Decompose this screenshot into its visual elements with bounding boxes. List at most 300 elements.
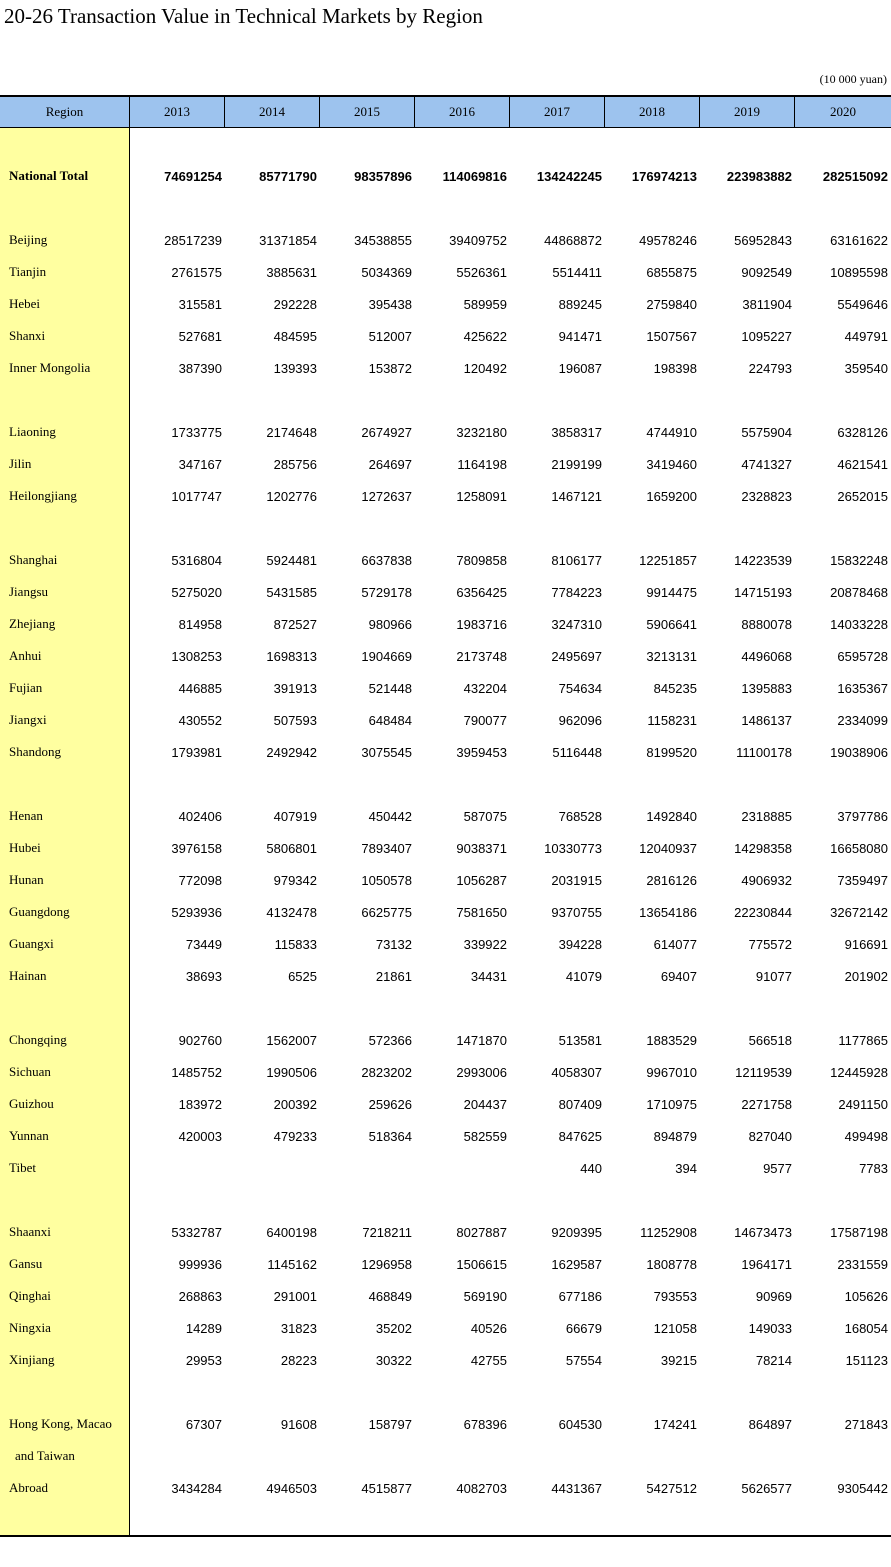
value-cell: 1164198 [457,456,507,472]
table-header [0,97,891,128]
value-cell: 3858317 [551,424,602,440]
region-name: Shanghai [9,552,58,567]
table-row [0,1216,891,1248]
region-name: Hainan [9,968,47,983]
region-name: Shaanxi [9,1224,51,1239]
value-cell: 3434284 [171,1480,222,1496]
value-cell: 1471870 [456,1032,507,1048]
value-cell: 6525 [288,968,317,984]
value-cell: 2652015 [837,488,888,504]
value-cell: 2759840 [646,296,697,312]
value-cell: 34431 [470,968,507,984]
value-cell: 1733775 [171,424,222,440]
header-year: 2020 [830,104,856,119]
value-cell: 1964171 [741,1256,792,1272]
value-cell: 6400198 [266,1224,317,1240]
value-cell: 569190 [463,1288,507,1304]
value-cell: 34538855 [354,232,412,248]
value-cell: 407919 [273,808,317,824]
value-cell: 518364 [368,1128,412,1144]
region-name: Shanxi [9,328,46,343]
value-cell: 894879 [653,1128,697,1144]
value-cell: 1095227 [741,328,792,344]
value-cell: 962096 [558,712,602,728]
value-cell: 315581 [178,296,222,312]
header-year: 2018 [605,97,700,127]
value-cell: 3419460 [646,456,697,472]
value-cell: 1659200 [646,488,697,504]
table-row [0,576,891,608]
value-cell: 446885 [178,680,222,696]
value-cell: 11252908 [640,1224,697,1240]
table-row [0,1088,891,1120]
region-name: Guangxi [9,936,54,951]
value-cell: 42755 [470,1352,507,1368]
value-cell: 151123 [845,1352,888,1368]
value-cell: 8880078 [741,616,792,632]
value-cell: 4082703 [456,1480,507,1496]
value-cell: 31823 [280,1320,317,1336]
value-cell: 1158231 [647,712,697,728]
value-cell: 1492840 [646,808,697,824]
value-cell: 980966 [368,616,412,632]
value-cell: 2271758 [741,1096,792,1112]
value-cell: 85771790 [259,168,317,184]
value-cell: 4906932 [741,872,792,888]
value-cell: 39215 [660,1352,697,1368]
value-cell: 9577 [763,1160,792,1176]
value-cell: 394 [675,1160,697,1176]
value-cell: 3959453 [456,744,507,760]
value-cell: 14298358 [734,840,792,856]
value-cell: 499498 [844,1128,888,1144]
value-cell: 78214 [755,1352,792,1368]
table-row [0,1056,891,1088]
value-cell: 2318885 [741,808,792,824]
value-cell: 1056287 [456,872,507,888]
value-cell: 32672142 [830,904,888,920]
table-row [0,544,891,576]
value-cell: 889245 [558,296,602,312]
region-name: Zhejiang [9,616,56,631]
value-cell: 827040 [748,1128,792,1144]
value-cell: 1793981 [171,744,222,760]
value-cell: 4496068 [741,648,792,664]
value-cell: 3075545 [361,744,412,760]
value-cell: 3885631 [266,264,317,280]
value-cell: 8106177 [551,552,602,568]
value-cell: 1710975 [646,1096,697,1112]
value-cell: 6356425 [456,584,507,600]
value-cell: 1635367 [837,680,888,696]
value-cell: 134242245 [536,168,602,184]
value-cell: 648484 [368,712,412,728]
value-cell: 282515092 [822,168,888,184]
table-row [0,1408,891,1440]
value-cell: 527681 [178,328,222,344]
value-cell: 49578246 [639,232,697,248]
value-cell: 359540 [844,360,888,376]
value-cell: 872527 [273,616,317,632]
table-row [0,352,891,384]
value-cell: 291001 [273,1288,317,1304]
value-cell: 1395883 [741,680,792,696]
value-cell: 196087 [558,360,602,376]
value-cell: 5924481 [266,552,317,568]
region-name: Hong Kong, Macao [9,1416,112,1431]
value-cell: 10895598 [830,264,888,280]
value-cell: 775572 [748,936,792,952]
value-cell: 2174648 [266,424,317,440]
region-name: Jiangsu [9,584,48,599]
value-cell: 120492 [463,360,507,376]
value-cell: 7783 [859,1160,888,1176]
region-name: Hunan [9,872,44,887]
value-cell: 589959 [463,296,507,312]
table-body [0,128,891,1537]
value-cell: 5275020 [171,584,222,600]
region-name: Jiangxi [9,712,47,727]
table-row [0,672,891,704]
region-name: Sichuan [9,1064,51,1079]
value-cell: 512007 [368,328,412,344]
value-cell: 1507567 [646,328,697,344]
region-name: Liaoning [9,424,56,439]
value-cell: 582559 [463,1128,507,1144]
value-cell: 814958 [178,616,222,632]
value-cell: 2674927 [361,424,412,440]
value-cell: 521448 [368,680,412,696]
value-cell: 292228 [273,296,317,312]
value-cell: 450442 [368,808,412,824]
value-cell: 4132478 [266,904,317,920]
region-name: Inner Mongolia [9,360,91,375]
value-cell: 69407 [660,968,697,984]
table-row [0,448,891,480]
value-cell: 2816126 [646,872,697,888]
unit-note: (10 000 yuan) [819,72,887,86]
value-cell: 15832248 [830,552,888,568]
value-cell: 41079 [565,968,602,984]
table-row [0,256,891,288]
region-name: Xinjiang [9,1352,55,1367]
header-year: 2013 [130,97,225,127]
table-row [0,416,891,448]
region-name: Henan [9,808,43,823]
value-cell: 5332787 [171,1224,222,1240]
value-cell: 12445928 [830,1064,888,1080]
value-cell: 115833 [274,936,317,952]
value-cell: 1629587 [551,1256,602,1272]
value-cell: 1467121 [551,488,602,504]
value-cell: 1698313 [266,648,317,664]
value-cell: 6625775 [361,904,412,920]
value-cell: 3797786 [837,808,888,824]
value-cell: 420003 [178,1128,222,1144]
value-cell: 5431585 [266,584,317,600]
value-cell: 902760 [178,1032,222,1048]
value-cell: 2331559 [837,1256,888,1272]
value-cell: 158797 [368,1416,412,1432]
value-cell: 2823202 [361,1064,412,1080]
value-cell: 7784223 [551,584,602,600]
value-cell: 2491150 [838,1096,888,1112]
region-name: Hebei [9,296,41,311]
value-cell: 3232180 [456,424,507,440]
value-cell: 999936 [178,1256,222,1272]
region-name: Qinghai [9,1288,51,1303]
value-cell: 223983882 [726,168,792,184]
value-cell: 2199199 [551,456,602,472]
value-cell: 14223539 [734,552,792,568]
region-name: Chongqing [9,1032,67,1047]
value-cell: 8199520 [646,744,697,760]
value-cell: 91077 [755,968,792,984]
value-cell: 395438 [368,296,412,312]
table-row [0,960,891,992]
value-cell: 176974213 [631,168,697,184]
table-row [0,224,891,256]
value-cell: 347167 [178,456,222,472]
table-row [0,640,891,672]
value-cell: 2993006 [456,1064,507,1080]
value-cell: 4431367 [551,1480,602,1496]
value-cell: 1202776 [266,488,317,504]
header-year: 2019 [700,97,795,127]
region-name: Guangdong [9,904,70,919]
value-cell: 149033 [748,1320,792,1336]
value-cell: 57554 [565,1352,602,1368]
value-cell: 98357896 [354,168,412,184]
value-cell: 1145162 [267,1256,317,1272]
value-cell: 7359497 [837,872,888,888]
region-name: Guizhou [9,1096,54,1111]
value-cell: 793553 [653,1288,697,1304]
value-cell: 14289 [185,1320,222,1336]
value-cell: 1258091 [456,488,507,504]
table-row [0,1120,891,1152]
value-cell: 6637838 [361,552,412,568]
region-name: Gansu [9,1256,43,1271]
table-row [0,864,891,896]
value-cell: 754634 [558,680,602,696]
value-cell: 91608 [280,1416,317,1432]
value-cell: 1017747 [171,488,222,504]
value-cell: 4744910 [646,424,697,440]
value-cell: 5626577 [741,1480,792,1496]
value-cell: 807409 [558,1096,602,1112]
value-cell: 9305442 [837,1480,888,1496]
value-cell: 12251857 [639,552,697,568]
value-cell: 468849 [368,1288,412,1304]
value-cell: 67307 [185,1416,222,1432]
value-cell: 5526361 [456,264,507,280]
value-cell: 9370755 [551,904,602,920]
table-row [0,800,891,832]
value-cell: 28223 [280,1352,317,1368]
value-cell: 5316804 [171,552,222,568]
header-year: 2015 [320,97,415,127]
value-cell: 5514411 [552,264,602,280]
value-cell: 56952843 [734,232,792,248]
value-cell: 73132 [375,936,412,952]
value-cell: 339922 [463,936,507,952]
value-cell: 63161622 [830,232,888,248]
value-cell: 183972 [178,1096,222,1112]
value-cell: 449791 [844,328,888,344]
region-name: Ningxia [9,1320,51,1335]
table-row [0,1440,891,1472]
value-cell: 425622 [463,328,507,344]
value-cell: 6595728 [837,648,888,664]
value-cell: 13654186 [639,904,697,920]
value-cell: 17587198 [830,1224,888,1240]
value-cell: 1506615 [456,1256,507,1272]
value-cell: 168054 [844,1320,888,1336]
value-cell: 5575904 [741,424,792,440]
value-cell: 9967010 [646,1064,697,1080]
value-cell: 5729178 [361,584,412,600]
value-cell: 31371854 [259,232,317,248]
value-cell: 29953 [185,1352,222,1368]
value-cell: 1883529 [646,1032,697,1048]
value-cell: 387390 [178,360,222,376]
region-name: and Taiwan [15,1448,75,1463]
value-cell: 11100178 [736,744,792,760]
value-cell: 7809858 [456,552,507,568]
value-cell: 1272637 [361,488,412,504]
table-row [0,1312,891,1344]
value-cell: 153872 [368,360,412,376]
value-cell: 4058307 [551,1064,602,1080]
table-row-total [0,160,891,192]
table-row [0,928,891,960]
value-cell: 1808778 [646,1256,697,1272]
value-cell: 5427512 [646,1480,697,1496]
value-cell: 790077 [463,712,507,728]
region-name: Fujian [9,680,43,695]
value-cell: 1296958 [361,1256,412,1272]
value-cell: 9914475 [646,584,697,600]
value-cell: 1177865 [838,1032,888,1048]
value-cell: 114069816 [442,168,507,184]
region-name: Hubei [9,840,41,855]
region-name: Jilin [9,456,32,471]
value-cell: 271843 [844,1416,888,1432]
value-cell: 10330773 [544,840,602,856]
value-cell: 4946503 [266,1480,317,1496]
value-cell: 268863 [178,1288,222,1304]
value-cell: 224793 [748,360,792,376]
value-cell: 200392 [273,1096,317,1112]
value-cell: 1983716 [456,616,507,632]
value-cell: 14673473 [734,1224,792,1240]
value-cell: 8027887 [456,1224,507,1240]
value-cell: 4515877 [361,1480,412,1496]
value-cell: 14715193 [734,584,792,600]
value-cell: 6855875 [646,264,697,280]
value-cell: 12119539 [735,1064,792,1080]
value-cell: 3213131 [646,648,697,664]
header-region: Region [0,97,130,127]
table-row [0,1152,891,1184]
value-cell: 2334099 [837,712,888,728]
value-cell: 1562007 [266,1032,317,1048]
value-cell: 19038906 [830,744,888,760]
value-cell: 1904669 [361,648,412,664]
value-cell: 432204 [463,680,507,696]
value-cell: 587075 [463,808,507,824]
region-name: Shandong [9,744,61,759]
value-cell: 201902 [844,968,888,984]
value-cell: 28517239 [164,232,222,248]
value-cell: 105626 [844,1288,888,1304]
value-cell: 678396 [463,1416,507,1432]
table-row [0,736,891,768]
value-cell: 9092549 [741,264,792,280]
value-cell: 14033228 [830,616,888,632]
value-cell: 21861 [375,968,412,984]
value-cell: 38693 [185,968,222,984]
table-row [0,896,891,928]
value-cell: 5806801 [266,840,317,856]
value-cell: 9038371 [456,840,507,856]
table-row [0,704,891,736]
value-cell: 7218211 [362,1224,412,1240]
value-cell: 847625 [558,1128,602,1144]
value-cell: 572366 [368,1032,412,1048]
value-cell: 4621541 [837,456,888,472]
value-cell: 440 [580,1160,602,1176]
value-cell: 614077 [653,936,697,952]
region-name: Anhui [9,648,42,663]
table-row [0,832,891,864]
value-cell: 402406 [178,808,222,824]
value-cell: 1308253 [171,648,222,664]
value-cell: 916691 [844,936,888,952]
value-cell: 1050578 [361,872,412,888]
value-cell: 22230844 [734,904,792,920]
value-cell: 4741327 [741,456,792,472]
value-cell: 507593 [273,712,317,728]
value-cell: 1485752 [171,1064,222,1080]
region-name: Heilongjiang [9,488,77,503]
value-cell: 73449 [185,936,222,952]
value-cell: 264697 [368,456,412,472]
region-name: Tianjin [9,264,47,279]
value-cell: 2495697 [551,648,602,664]
value-cell: 7581650 [456,904,507,920]
region-name: National Total [9,168,89,183]
value-cell: 6328126 [837,424,888,440]
value-cell: 90969 [755,1288,792,1304]
value-cell: 66679 [565,1320,602,1336]
value-cell: 3976158 [171,840,222,856]
value-cell: 3247310 [551,616,602,632]
value-cell: 3811904 [742,296,792,312]
value-cell: 16658080 [830,840,888,856]
value-cell: 40526 [470,1320,507,1336]
table-row [0,1344,891,1376]
value-cell: 9209395 [551,1224,602,1240]
region-name: Beijing [9,232,48,247]
data-table [0,95,891,1537]
table-row [0,480,891,512]
value-cell: 479233 [273,1128,317,1144]
value-cell: 394228 [558,936,602,952]
table-row [0,1280,891,1312]
table-row [0,608,891,640]
